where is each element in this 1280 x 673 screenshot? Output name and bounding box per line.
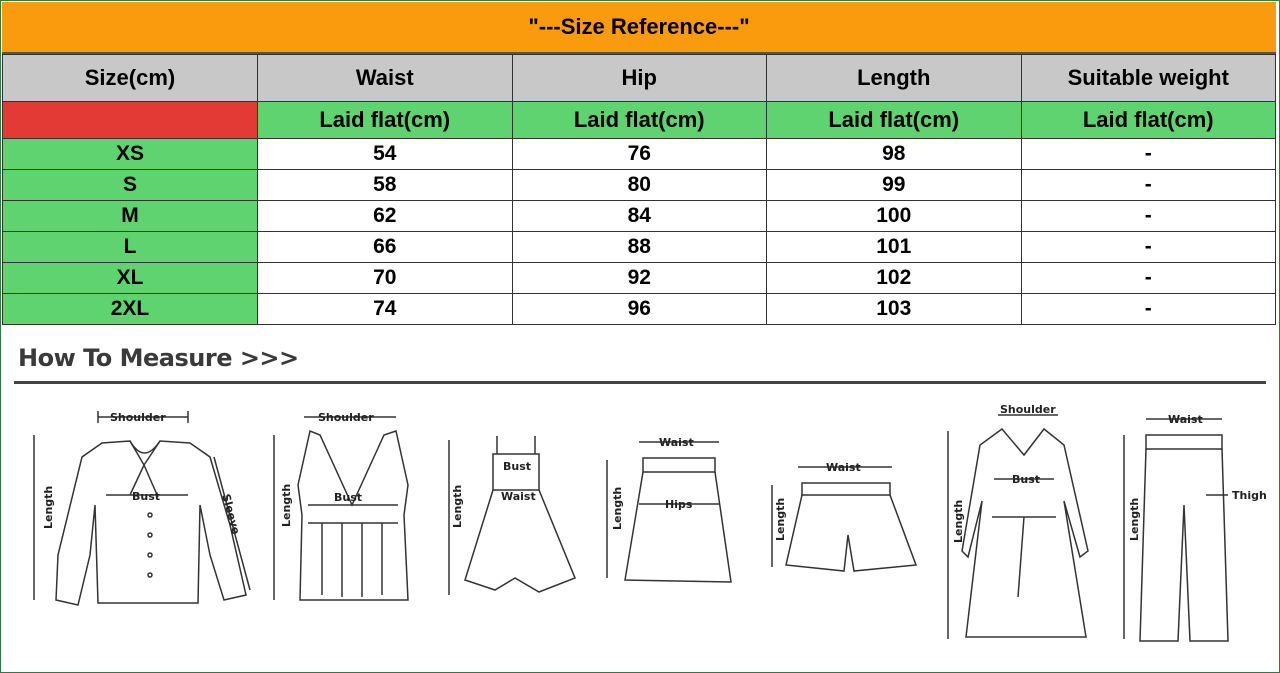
svg-text:Length: Length: [774, 497, 787, 541]
svg-text:Waist: Waist: [1168, 413, 1203, 426]
svg-text:Bust: Bust: [132, 490, 161, 503]
hip-cell: 92: [512, 263, 767, 294]
unit-cell: Laid flat(cm): [767, 102, 1022, 139]
tank-top-icon: [262, 405, 422, 620]
length-cell: 99: [767, 170, 1022, 201]
pants-icon: [1110, 405, 1280, 655]
coat-icon: [940, 401, 1100, 656]
unit-cell: Laid flat(cm): [512, 102, 767, 139]
waist-cell: 62: [258, 201, 513, 232]
unit-cell: Laid flat(cm): [1021, 102, 1276, 139]
svg-text:Bust: Bust: [503, 460, 532, 473]
svg-text:Bust: Bust: [334, 491, 363, 504]
hip-cell: 76: [512, 139, 767, 170]
length-cell: 103: [767, 294, 1022, 325]
svg-text:Length: Length: [1128, 497, 1141, 541]
svg-text:Thigh: Thigh: [1232, 489, 1267, 502]
weight-cell: -: [1021, 294, 1276, 325]
hip-cell: 96: [512, 294, 767, 325]
length-cell: 101: [767, 232, 1022, 263]
waist-cell: 54: [258, 139, 513, 170]
waist-cell: 74: [258, 294, 513, 325]
shorts-icon: [762, 455, 922, 590]
unit-row: [3, 102, 1276, 139]
skirt-icon: [595, 430, 735, 605]
svg-text:Waist: Waist: [501, 490, 536, 503]
how-to-measure-heading: How To Measure >>>: [18, 344, 299, 372]
svg-text:Length: Length: [42, 485, 55, 529]
hip-cell: 88: [512, 232, 767, 263]
size-cell: XL: [3, 263, 258, 294]
dress-icon: [435, 430, 585, 615]
svg-text:Length: Length: [280, 483, 293, 527]
svg-text:Shoulder: Shoulder: [1000, 403, 1056, 416]
hip-cell: 84: [512, 201, 767, 232]
header-size: Size(cm): [3, 55, 258, 102]
table-row: [3, 263, 1276, 294]
unit-cell: Laid flat(cm): [258, 102, 513, 139]
svg-text:Shoulder: Shoulder: [110, 411, 166, 424]
size-table: [2, 54, 1276, 325]
table-row: [3, 232, 1276, 263]
svg-text:Length: Length: [952, 499, 965, 543]
blouse-icon: [20, 405, 260, 620]
size-cell: S: [3, 170, 258, 201]
weight-cell: -: [1021, 170, 1276, 201]
size-cell: XS: [3, 139, 258, 170]
svg-text:Sleeve: Sleeve: [219, 492, 243, 536]
weight-cell: -: [1021, 201, 1276, 232]
size-cell: 2XL: [3, 294, 258, 325]
svg-text:Length: Length: [451, 484, 464, 528]
length-cell: 98: [767, 139, 1022, 170]
weight-cell: -: [1021, 139, 1276, 170]
heading-divider: [14, 381, 1266, 384]
waist-cell: 70: [258, 263, 513, 294]
header-hip: Hip: [512, 55, 767, 102]
length-cell: 102: [767, 263, 1022, 294]
weight-cell: -: [1021, 263, 1276, 294]
svg-text:Waist: Waist: [659, 436, 694, 449]
size-cell: L: [3, 232, 258, 263]
hip-cell: 80: [512, 170, 767, 201]
weight-cell: -: [1021, 232, 1276, 263]
header-waist: Waist: [258, 55, 513, 102]
length-cell: 100: [767, 201, 1022, 232]
unit-cell-size: [3, 102, 258, 139]
size-cell: M: [3, 201, 258, 232]
table-header-row: [3, 55, 1276, 102]
svg-text:Waist: Waist: [826, 461, 861, 474]
table-row: [3, 201, 1276, 232]
waist-cell: 58: [258, 170, 513, 201]
waist-cell: 66: [258, 232, 513, 263]
header-length: Length: [767, 55, 1022, 102]
measurement-diagrams: [0, 395, 1280, 665]
table-row: [3, 139, 1276, 170]
svg-text:Hips: Hips: [665, 498, 693, 511]
header-suitable-weight: Suitable weight: [1021, 55, 1276, 102]
svg-text:Bust: Bust: [1012, 473, 1041, 486]
svg-text:Shoulder: Shoulder: [318, 411, 374, 424]
size-reference-title: "---Size Reference---": [2, 2, 1276, 54]
svg-text:Length: Length: [611, 486, 624, 530]
table-row: [3, 294, 1276, 325]
table-row: [3, 170, 1276, 201]
